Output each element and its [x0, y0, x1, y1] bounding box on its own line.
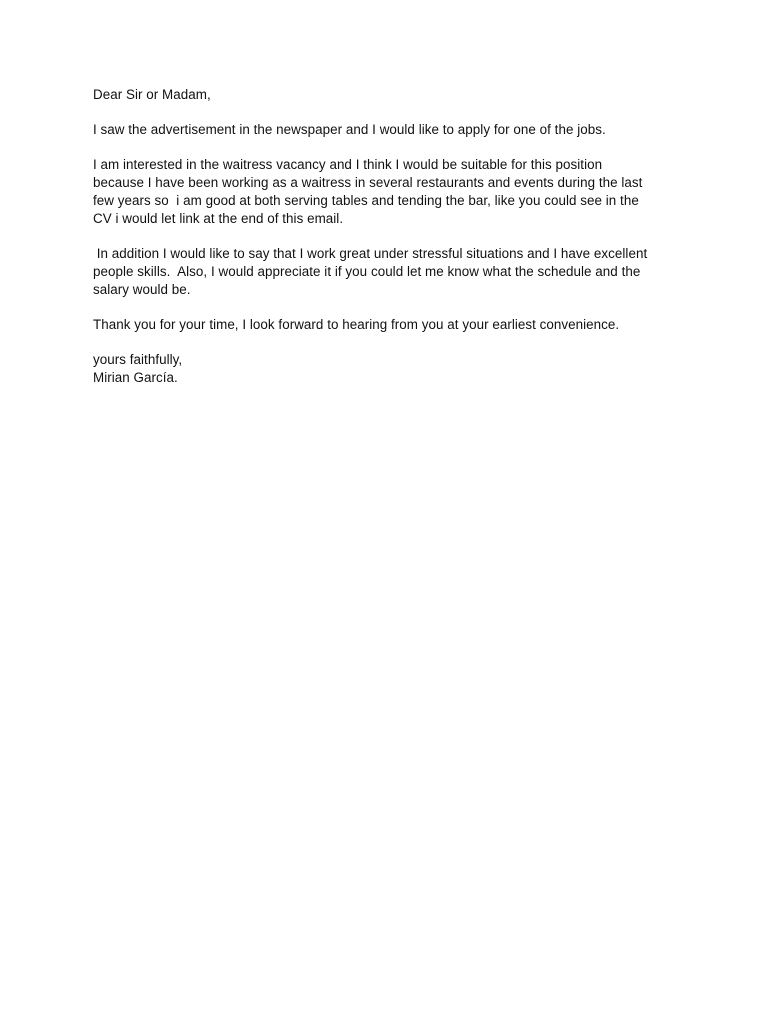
closing: yours faithfully,	[93, 352, 183, 367]
letter-body	[93, 86, 693, 387]
paragraph-line: few years so i am good at both serving tables and tending the bar, like you could see in the	[93, 193, 639, 208]
paragraph-application	[93, 121, 693, 139]
salutation: Dear Sir or Madam,	[93, 87, 211, 102]
paragraph-line: In addition I would like to say that I work great under stressful situations and I have excellent	[93, 246, 648, 261]
paragraph-line: CV i would let link at the end of this email.	[93, 211, 344, 226]
paragraph-line: Thank you for your time, I look forward to hearing from you at your earliest convenience.	[93, 317, 620, 332]
paragraph-line: I am interested in the waitress vacancy and I think I would be suitable for this position	[93, 157, 603, 172]
paragraph-line: because I have been working as a waitress in several restaurants and events during the last	[93, 175, 643, 190]
signature-name: Mirian García.	[93, 370, 178, 385]
paragraph-line: people skills. Also, I would appreciate it if you could let me know what the schedule and the	[93, 264, 641, 279]
signature-block	[93, 351, 693, 387]
paragraph-line: salary would be.	[93, 282, 191, 297]
salutation-paragraph	[93, 86, 693, 104]
paragraph-experience	[93, 156, 693, 228]
paragraph-line: I saw the advertisement in the newspaper and I would like to apply for one of the jobs.	[93, 122, 606, 137]
paragraph-skills	[93, 245, 693, 299]
paragraph-thanks	[93, 316, 693, 334]
